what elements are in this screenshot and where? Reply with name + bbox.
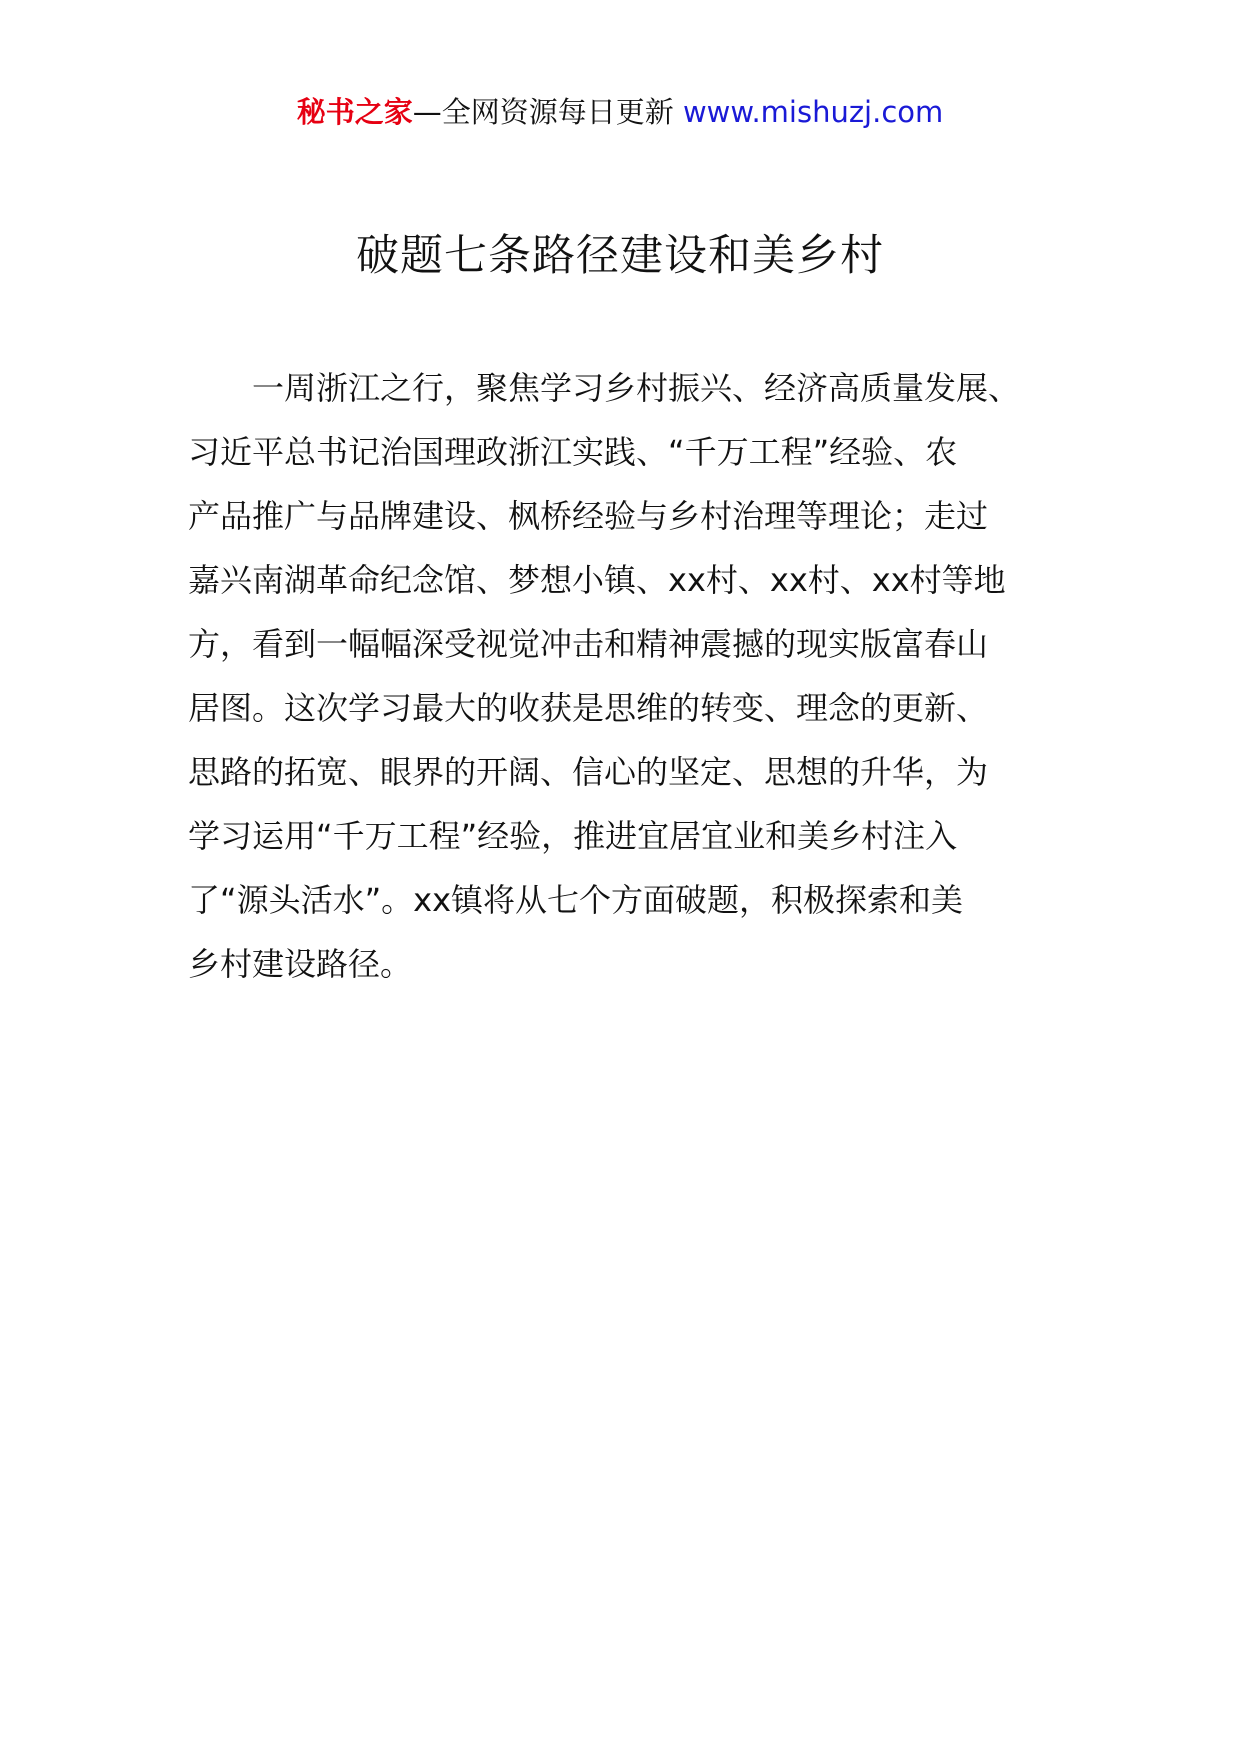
paragraph-line: 了“源头活水”。xx镇将从七个方面破题，积极探索和美 xyxy=(188,881,964,919)
paragraph-line: 方，看到一幅幅深受视觉冲击和精神震撼的现实版富春山 xyxy=(188,625,989,663)
site-tagline: —全网资源每日更新 xyxy=(412,95,674,129)
brand-name: 秘书之家 xyxy=(296,95,413,129)
site-header xyxy=(0,92,1240,132)
paragraph-line: 居图。这次学习最大的收获是思维的转变、理念的更新、 xyxy=(188,689,989,727)
document-title: 破题七条路径建设和美乡村 xyxy=(356,231,884,281)
paragraph-line: 一周浙江之行，聚焦学习乡村振兴、经济高质量发展、 xyxy=(252,369,1021,407)
document-paragraph xyxy=(188,356,1058,996)
paragraph-line: 学习运用“千万工程”经验，推进宜居宜业和美乡村注入 xyxy=(188,817,958,855)
paragraph-line: 习近平总书记治国理政浙江实践、“千万工程”经验、农 xyxy=(188,433,958,471)
paragraph-line: 嘉兴南湖革命纪念馆、梦想小镇、xx村、xx村、xx村等地 xyxy=(188,561,1006,599)
paragraph-line: 产品推广与品牌建设、枫桥经验与乡村治理等理论；走过 xyxy=(188,497,989,535)
paragraph-line: 乡村建设路径。 xyxy=(188,945,413,983)
site-url-link[interactable]: www.mishuzj.com xyxy=(682,95,944,129)
paragraph-line: 思路的拓宽、眼界的开阔、信心的坚定、思想的升华，为 xyxy=(188,753,989,791)
